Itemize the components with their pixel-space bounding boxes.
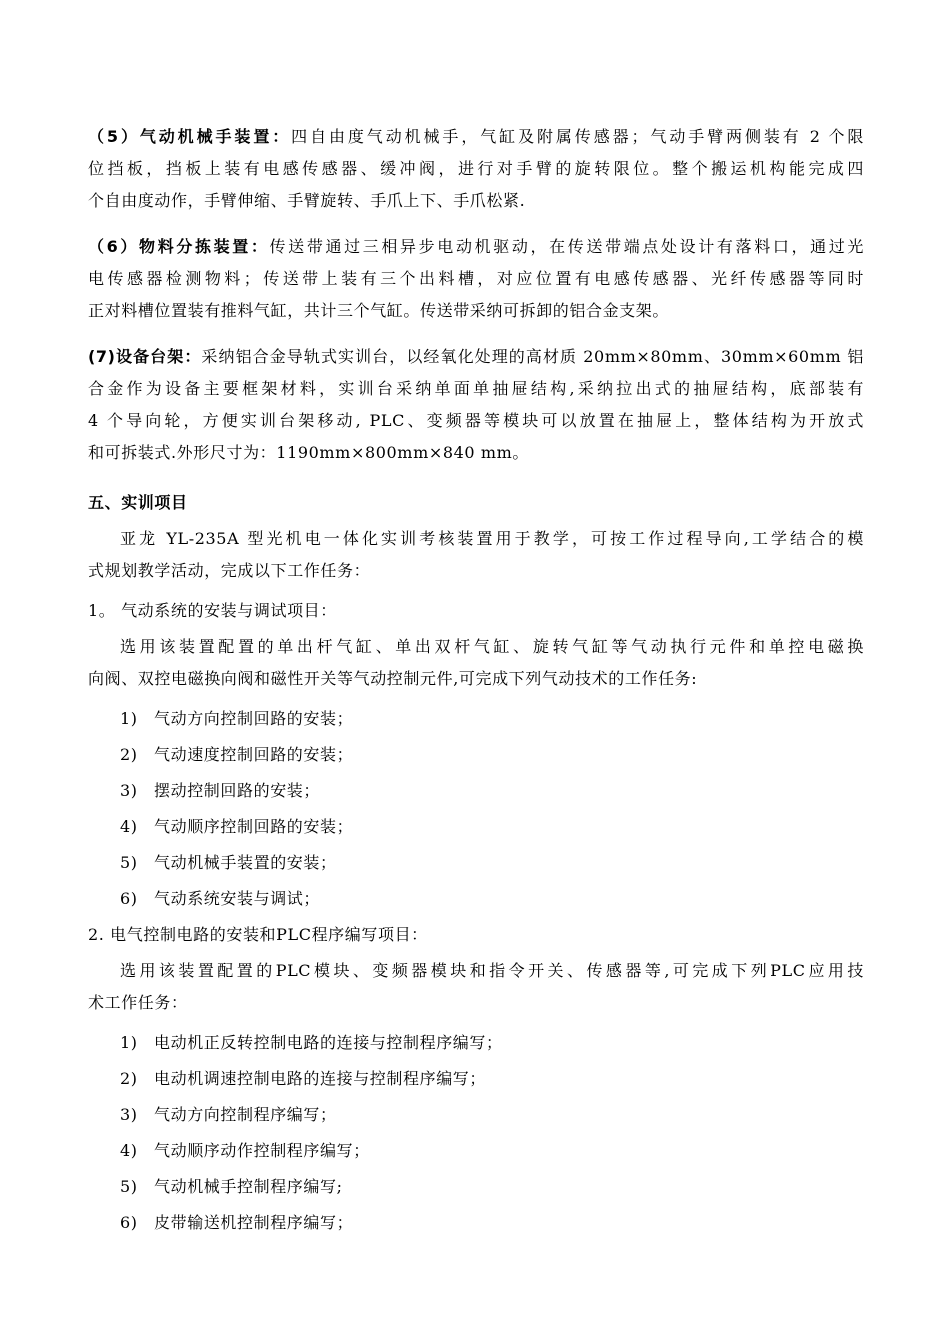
- project-1-task-text: 气动方向控制回路的安装；: [154, 709, 354, 728]
- project-2-task-text: 气动方向控制程序编写；: [154, 1105, 337, 1124]
- item-7-line-1: (7)设备台架：采纳铝合金导轨式实训台，以经氧化处理的高材质 20mm×80mm、30mm×60mm 铝: [88, 347, 864, 366]
- project-1-task-number: 4): [120, 817, 138, 836]
- project-2-task-item: [120, 1176, 503, 1197]
- item-6-label: （6）物料分拣装置：: [88, 237, 270, 256]
- intro-line-2: 式规划教学活动，完成以下工作任务：: [88, 561, 371, 580]
- project-2-task-number: 4): [120, 1141, 138, 1160]
- project-1-task-text: 摆动控制回路的安装；: [154, 781, 321, 800]
- section-intro: [88, 528, 864, 581]
- project-1-task-item: [120, 708, 353, 729]
- project-1-task-text: 气动速度控制回路的安装；: [154, 745, 354, 764]
- project-2-desc-line-2: 术工作任务：: [88, 993, 188, 1012]
- item-6-block: [88, 236, 864, 321]
- project-1-task-text: 气动顺序控制回路的安装；: [154, 817, 354, 836]
- project-1-task-number: 3): [120, 781, 138, 800]
- project-1-task-number: 2): [120, 745, 138, 764]
- project-2-task-item: [120, 1140, 503, 1161]
- item-5-line-3: 个自由度动作，手臂伸缩、手臂旋转、手爪上下、手爪松紧.: [88, 191, 526, 210]
- section-heading: 五、实训项目: [88, 493, 188, 512]
- project-1-task-item: [120, 744, 353, 765]
- item-5-line-1: （5）气动机械手装置：四自由度气动机械手，气缸及附属传感器；气动手臂两侧装有 2 个限: [88, 127, 865, 146]
- project-1-desc-line-2: 向阀、双控电磁换向阀和磁性开关等气动控制元件,可完成下列气动技术的工作任务:: [88, 669, 698, 688]
- project-2-task-number: 6): [120, 1213, 138, 1232]
- project-1-task-text: 气动机械手装置的安装；: [154, 853, 337, 872]
- item-7-line-3: 4 个导向轮，方便实训台架移动, PLC、变频器等模块可以放置在抽屉上，整体结构为开放式: [88, 411, 864, 430]
- project-2-task-text: 气动顺序动作控制程序编写；: [154, 1141, 370, 1160]
- project-2-task-number: 1): [120, 1033, 138, 1052]
- item-6-line-2: 电传感器检测物料；传送带上装有三个出料槽，对应位置有电感传感器、光纤传感器等同时: [88, 269, 864, 288]
- item-5-line-2: 位挡板，挡板上装有电感传感器、缓冲阀，进行对手臂的旋转限位。整个搬运机构能完成四: [88, 159, 864, 178]
- project-2-task-item: [120, 1032, 503, 1053]
- project-2-desc-line-1: 选用该装置配置的PLC模块、变频器模块和指令开关、传感器等,可完成下列PLC应用技: [120, 961, 864, 980]
- item-5-block: [88, 126, 864, 211]
- project-1-task-item: [120, 888, 353, 909]
- project-2-task-text: 电动机调速控制电路的连接与控制程序编写；: [154, 1069, 487, 1088]
- project-2-task-text: 皮带输送机控制程序编写；: [154, 1213, 354, 1232]
- project-1-task-number: 6): [120, 889, 138, 908]
- item-7-line-2: 合金作为设备主要框架材料，实训台采纳单面单抽屉结构,采纳拉出式的抽屉结构，底部装有: [88, 379, 864, 398]
- project-2-desc: [88, 960, 864, 1013]
- item-6-line-1: （6）物料分拣装置：传送带通过三相异步电动机驱动，在传送带端点处设计有落料口，通过光: [88, 237, 864, 256]
- project-2-task-item: [120, 1068, 503, 1089]
- item-7-block: [88, 346, 864, 463]
- project-2-task-item: [120, 1104, 503, 1125]
- item-7-line-4: 和可拆装式.外形尺寸为：1190mm×800mm×840 mm。: [88, 443, 530, 462]
- item-7-label: (7)设备台架：: [88, 347, 202, 366]
- project-1-task-text: 气动系统安装与调试；: [154, 889, 321, 908]
- project-2-title: 2. 电气控制电路的安装和PLC程序编写项目：: [88, 925, 428, 944]
- project-1-desc: [88, 636, 864, 689]
- item-5-label: （5）气动机械手装置：: [88, 127, 292, 146]
- project-2-task-text: 电动机正反转控制电路的连接与控制程序编写；: [154, 1033, 503, 1052]
- project-2-task-item: [120, 1212, 503, 1233]
- project-1-task-item: [120, 852, 353, 873]
- project-1-title: 1。 气动系统的安装与调试项目：: [88, 601, 337, 620]
- project-1-task-list: [120, 708, 353, 924]
- project-1-task-item: [120, 816, 353, 837]
- project-1-task-item: [120, 780, 353, 801]
- project-2-task-number: 3): [120, 1105, 138, 1124]
- project-1-task-number: 5): [120, 853, 138, 872]
- item-6-line-3: 正对料槽位置装有推料气缸，共计三个气缸。传送带采纳可拆卸的铝合金支架。: [88, 301, 670, 320]
- project-2-task-list: [120, 1032, 503, 1248]
- intro-line-1: 亚龙 YL-235A 型光机电一体化实训考核装置用于教学，可按工作过程导向,工学结合的模: [120, 529, 864, 548]
- project-2-task-number: 5): [120, 1177, 138, 1196]
- project-2-task-text: 气动机械手控制程序编写;: [154, 1177, 343, 1196]
- project-2-task-number: 2): [120, 1069, 138, 1088]
- project-1-task-number: 1): [120, 709, 138, 728]
- project-1-desc-line-1: 选用该装置配置的单出杆气缸、单出双杆气缸、旋转气缸等气动执行元件和单控电磁换: [120, 637, 864, 656]
